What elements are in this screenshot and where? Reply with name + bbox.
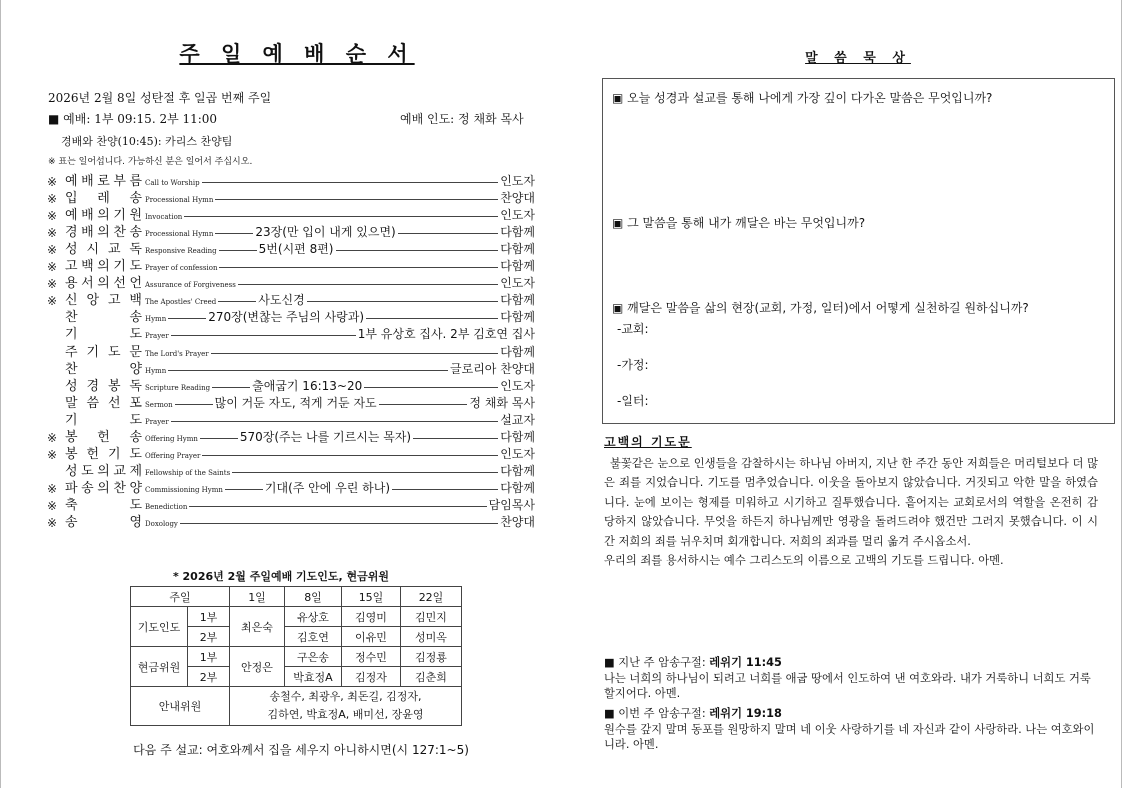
table-cell: 최은숙 (230, 607, 285, 647)
leader-dots (215, 233, 253, 234)
order-item-name: 경 배 의 찬 송 (65, 225, 142, 241)
order-item-name: 찬 송 (65, 310, 142, 326)
order-item-leader: 다함께 (500, 225, 535, 240)
stand-mark: ※ (47, 243, 58, 258)
order-item-detail: 출애굽기 16:13~20 (252, 378, 363, 393)
order-item-leader: 정 채화 목사 (469, 395, 535, 410)
table-cell: 현금위원 (131, 647, 188, 687)
order-item-name: 파 송 의 찬 양 (65, 480, 142, 496)
ushers-cell (230, 687, 462, 726)
leader-dots (212, 387, 250, 388)
leader-dots (392, 489, 498, 490)
stand-mark: ※ (47, 260, 58, 275)
order-item (47, 513, 535, 530)
order-item-name: 주 기 도 문 (65, 344, 142, 360)
ushers-line: 김하연, 박효정A, 배미선, 장윤영 (267, 708, 424, 721)
table-header: 15일 (342, 587, 401, 607)
duty-table-title: * 2026년 2월 주일예배 기도인도, 현금위원 (172, 570, 390, 583)
order-item-name: 기 도 (65, 327, 142, 343)
order-item-name: 신 앙 고 백 (65, 293, 142, 309)
table-header: 8일 (285, 587, 342, 607)
ushers-line: 송철수, 최광우, 최돈길, 김정자, (269, 690, 422, 703)
leader-dots (184, 216, 498, 217)
stand-mark: ※ (47, 515, 58, 530)
order-item-name: 찬 양 (65, 361, 142, 377)
leader-dots (238, 284, 498, 285)
answer-work-label: -일터: (617, 394, 649, 408)
order-item-name: 성 경 봉 독 (65, 378, 142, 394)
order-of-service (47, 172, 535, 530)
order-item-name: 송 영 (65, 514, 142, 530)
stand-mark: ※ (47, 498, 58, 513)
order-item-name: 말 씀 선 포 (65, 395, 142, 411)
order-item-english: Scripture Reading (145, 383, 211, 392)
order-item-detail: 기대(주 안에 우린 하나) (264, 480, 391, 495)
stand-mark: ※ (47, 430, 58, 445)
memory-last-text: 나는 너희의 하나님이 되려고 너희를 애굽 땅에서 인도하여 낸 여호와라. 내가 거룩하니 너희도 거룩할지어다. 아멘. (604, 671, 1091, 700)
table-cell: 2부 (188, 667, 230, 687)
table-header: 22일 (401, 587, 462, 607)
order-item-english: Assurance of Forgiveness (145, 281, 236, 290)
leader-dots (175, 404, 213, 405)
leader-dots (232, 472, 498, 473)
memory-this-ref: 레위기 19:18 (709, 707, 782, 720)
order-item-name: 성 도 의 교 제 (65, 463, 142, 479)
stand-mark: ※ (47, 447, 58, 462)
order-item-leader: 다함께 (500, 242, 535, 257)
order-item-leader: 인도자 (500, 174, 535, 189)
memory-verse-last (604, 655, 1098, 702)
order-item-leader: 글로리아 찬양대 (450, 361, 535, 376)
table-cell: 김호연 (285, 627, 342, 647)
order-item-name: 고 백 의 기 도 (65, 259, 142, 275)
order-item-name: 봉 헌 기 도 (65, 446, 142, 462)
order-item-leader: 담임목사 (488, 497, 535, 512)
order-item-detail: 사도신경 (258, 293, 305, 308)
leader-dots (218, 301, 256, 302)
question-2: ▣ 그 말씀을 통해 내가 깨달은 바는 무엇입니까? (612, 216, 866, 230)
order-item-leader: 다함께 (500, 293, 535, 308)
leader-dots (336, 250, 499, 251)
table-cell: 구은송 (285, 647, 342, 667)
table-header: 주일 (131, 587, 230, 607)
order-item-leader: 찬양대 (500, 191, 535, 206)
stand-mark: ※ (47, 192, 58, 207)
table-cell: 이유민 (342, 627, 401, 647)
table-cell: 기도인도 (131, 607, 188, 647)
duty-table (130, 586, 462, 726)
memory-last-label: ■ 지난 주 암송구절: (604, 656, 706, 669)
order-item-leader: 인도자 (500, 446, 535, 461)
question-1: ▣ 오늘 성경과 설교를 통해 나에게 가장 깊이 다가온 말씀은 무엇입니까? (612, 91, 993, 105)
table-cell: 안정은 (230, 647, 285, 687)
memory-this-label: ■ 이번 주 암송구절: (604, 707, 706, 720)
order-item-english: Prayer (145, 332, 169, 341)
leader-dots (413, 438, 498, 439)
answer-church-label: -교회: (617, 322, 649, 336)
order-item-leader: 다함께 (500, 480, 535, 495)
leader-dots (307, 301, 499, 302)
table-cell: 1부 (188, 647, 230, 667)
answer-home-label: -가정: (617, 358, 649, 372)
order-item-english: Commissioning Hymn (145, 485, 223, 494)
bulletin-title: 주 일 예 배 순 서 (179, 41, 415, 66)
table-cell: 1부 (188, 607, 230, 627)
order-item-english: Offering Prayer (145, 451, 201, 460)
order-item-english: Call to Worship (145, 179, 200, 188)
leader-dots (379, 404, 468, 405)
worship-leader: 예배 인도: 정 채화 목사 (400, 112, 524, 126)
order-item-detail: 많이 거둔 자도, 적게 거둔 자도 (214, 395, 377, 410)
table-cell: 박효정A (285, 667, 342, 687)
leader-dots (202, 182, 499, 183)
memory-last-ref: 레위기 11:45 (709, 656, 782, 669)
leader-dots (219, 267, 498, 268)
leader-dots (202, 455, 498, 456)
question-3: ▣ 깨달은 말씀을 삶의 현장(교회, 가정, 일터)에서 어떻게 실천하길 원하십니까? (612, 301, 1029, 315)
confession-prayer-close: 우리의 죄를 용서하시는 예수 그리스도의 이름으로 고백의 기도를 드립니다. 아멘. (604, 554, 1004, 568)
table-cell: 유상호 (285, 607, 342, 627)
stand-mark: ※ (47, 226, 58, 241)
order-item-name: 예 배 로 부 름 (65, 174, 142, 190)
order-item-detail: 23장(만 입이 내게 있으면) (255, 225, 396, 240)
order-item-detail: 5번(시편 8편) (258, 242, 334, 257)
next-sermon: 다음 주 설교: 여호와께서 집을 세우지 아니하시면(시 127:1~5) (133, 743, 469, 757)
order-item-leader: 다함께 (500, 463, 535, 478)
confession-prayer-title: 고백의 기도문 (604, 435, 692, 449)
order-item-name: 성 시 교 독 (65, 242, 142, 258)
order-item-english: Processional Hymn (145, 230, 214, 239)
table-cell: 김춘희 (401, 667, 462, 687)
stand-mark: ※ (47, 209, 58, 224)
leader-dots (398, 233, 498, 234)
order-item-leader: 다함께 (500, 429, 535, 444)
order-item-name: 봉 헌 송 (65, 429, 142, 445)
leader-dots (168, 370, 448, 371)
meditation-box (602, 78, 1115, 424)
leader-dots (366, 318, 498, 319)
order-item-name: 기 도 (65, 412, 142, 428)
order-item-leader: 1부 유상호 집사. 2부 김호연 집사 (357, 327, 535, 342)
memory-this-text: 원수를 갚지 말며 동포를 원망하지 말며 네 이웃 사랑하기를 네 자신과 같이 사랑하라. 나는 여호와이니라. 아멘. (604, 722, 1095, 751)
order-item-detail: 570장(주는 나를 기르시는 목자) (239, 429, 412, 444)
leader-dots (219, 250, 257, 251)
table-cell: 안내위원 (131, 687, 230, 726)
leader-dots (171, 421, 499, 422)
service-date: 2026년 2월 8일 성탄절 후 일곱 번째 주일 (48, 91, 272, 105)
order-item-english: The Apostles' Creed (145, 298, 217, 307)
order-item-leader: 다함께 (500, 310, 535, 325)
order-item-english: Invocation (145, 213, 183, 222)
stand-mark: ※ (47, 277, 58, 292)
service-times: ■ 예배: 1부 09:15. 2부 11:00 (48, 112, 218, 126)
confession-prayer-body: 불꽃같은 눈으로 인생들을 감찰하시는 하나님 아버지, 지난 한 주간 동안 저희들은 머리털보다 더 많은 죄를 지었습니다. 기도를 멈추었습니다. 이웃을 돌아보지 않았습니다. 거짓되고 악한 말을 하였습니다. 눈에 보이는 형제를 미워하고 시기하고 질투했습니다. 흩어지는 교회로서의 역할을 온전히 감당하지 않았습니다. 무엇을 하든지 하나님께만 영광을 돌려드려야 했건만 그러지 못했습니다. 이 시간 저희의 죄를 뉘우치며 회개합니다. 저희의 죄과를 멀리 옮겨 주시옵소서. (604, 457, 1098, 548)
table-cell: 2부 (188, 627, 230, 647)
table-cell: 김민지 (401, 607, 462, 627)
order-item-english: The Lord's Prayer (145, 349, 209, 358)
order-item-name: 용 서 의 선 언 (65, 276, 142, 292)
stand-mark: ※ (47, 175, 58, 190)
table-cell: 김정룡 (401, 647, 462, 667)
order-item-english: Offering Hymn (145, 434, 198, 443)
order-item-leader: 다함께 (500, 259, 535, 274)
stand-mark: ※ (47, 294, 58, 309)
leader-dots (168, 318, 206, 319)
meditation-title: 말 씀 묵 상 (805, 51, 911, 66)
stand-mark: ※ (47, 481, 58, 496)
order-item-name: 예 배 의 기 원 (65, 208, 142, 224)
leader-dots (215, 199, 498, 200)
order-item-english: Responsive Reading (145, 247, 217, 256)
order-item-leader: 인도자 (500, 378, 535, 393)
order-item-english: Prayer (145, 417, 169, 426)
order-item-leader: 인도자 (500, 276, 535, 291)
leader-dots (180, 523, 498, 524)
order-item-english: Hymn (145, 366, 167, 375)
leader-dots (211, 353, 499, 354)
table-cell: 정수민 (342, 647, 401, 667)
order-item-english: Hymn (145, 315, 167, 324)
leader-dots (200, 438, 238, 439)
confession-prayer (604, 454, 1098, 570)
order-item-leader: 찬양대 (500, 514, 535, 529)
leader-dots (189, 506, 486, 507)
order-item-detail: 270장(변찮는 주님의 사랑과) (208, 310, 365, 325)
order-item-english: Processional Hymn (145, 196, 214, 205)
order-item-english: Doxology (145, 519, 178, 528)
order-item-name: 입 레 송 (65, 191, 142, 207)
order-item-english: Prayer of confession (145, 264, 218, 273)
leader-dots (225, 489, 263, 490)
table-cell: 김정자 (342, 667, 401, 687)
order-item-english: Fellowship of the Saints (145, 468, 231, 477)
stand-note: ※ 표는 일어섭니다. 가능하신 분은 일어서 주십시오. (48, 157, 253, 167)
leader-dots (171, 335, 356, 336)
table-header: 1일 (230, 587, 285, 607)
leader-dots (364, 387, 498, 388)
order-item-leader: 인도자 (500, 208, 535, 223)
order-item-english: Benediction (145, 502, 188, 511)
table-cell: 성미옥 (401, 627, 462, 647)
order-item-leader: 설교자 (500, 412, 535, 427)
order-item-name: 축 도 (65, 497, 142, 513)
praise-team: 경배와 찬양(10:45): 카리스 찬양팀 (61, 135, 233, 148)
table-cell: 김영미 (342, 607, 401, 627)
memory-verse-this (604, 706, 1098, 753)
order-item-leader: 다함께 (500, 344, 535, 359)
order-item-english: Sermon (145, 400, 173, 409)
